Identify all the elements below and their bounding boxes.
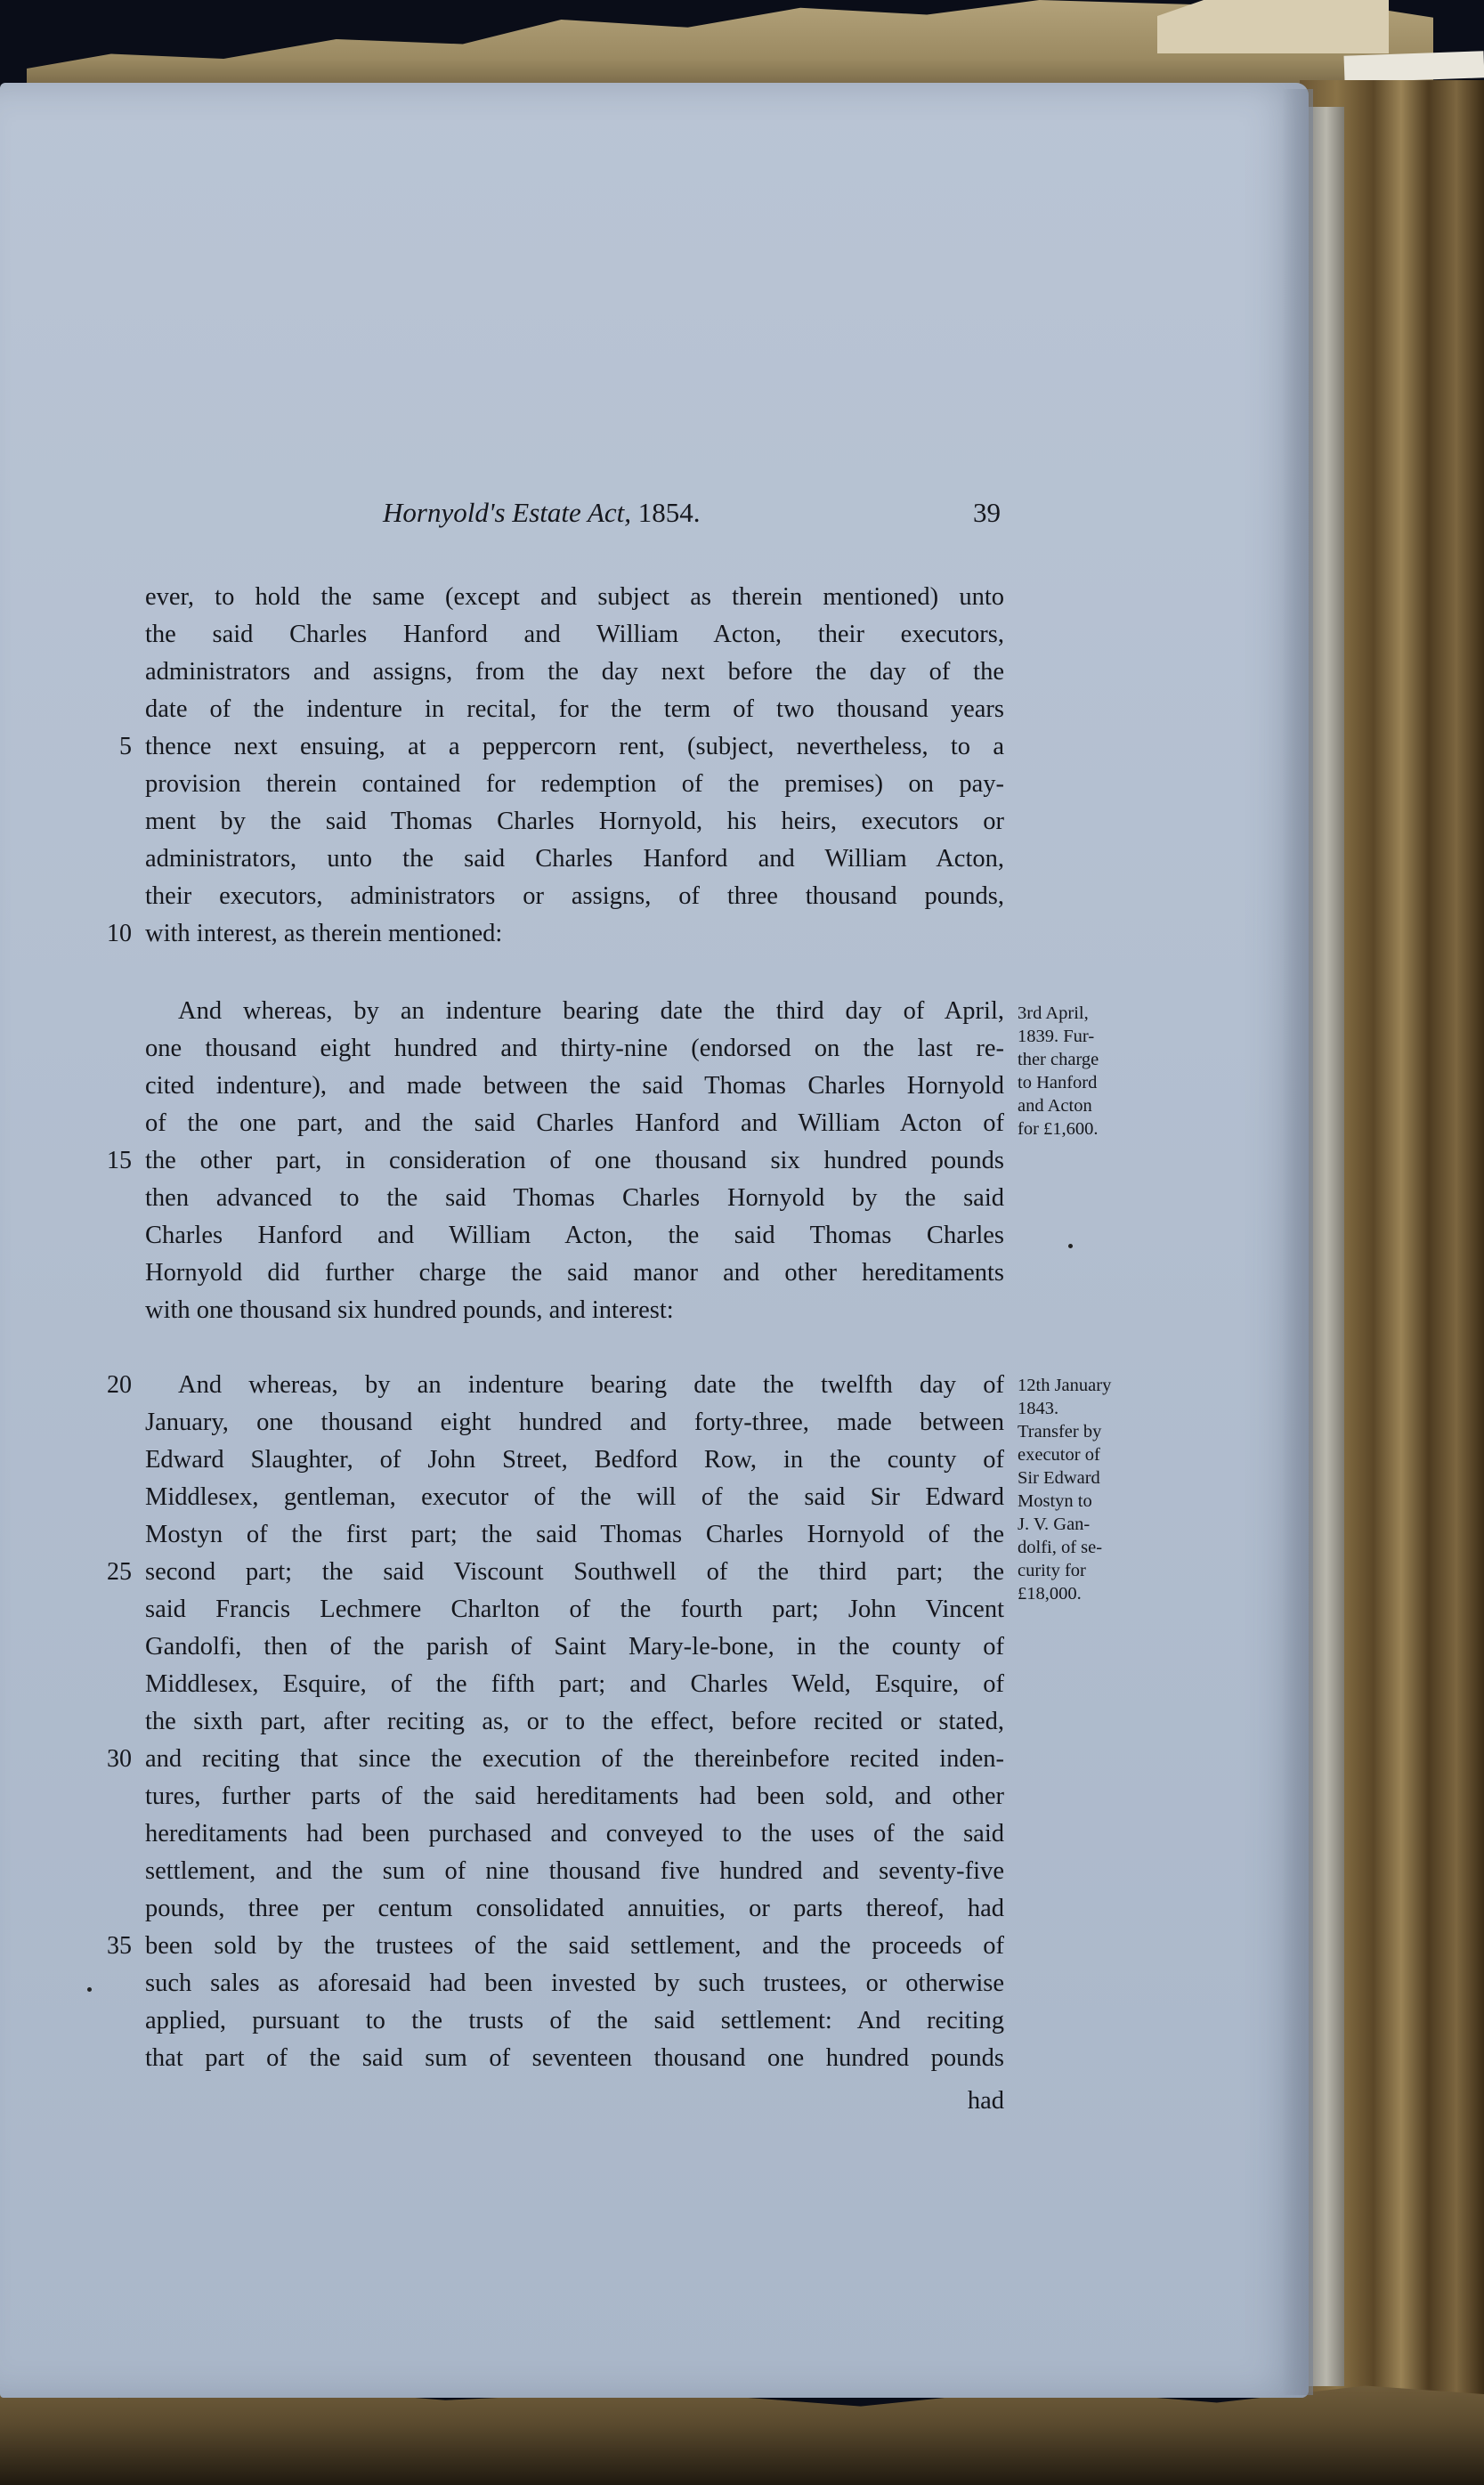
body-line: thence next ensuing, at a peppercorn rent, (subject, nevertheless, to a [145,733,1004,760]
margin-note-1843 [1018,1374,1142,1605]
body-line: said Francis Lechmere Charlton of the fourth part; John Vincent [145,1596,1004,1623]
line-number: 20 [107,1371,132,1399]
body-line: Gandolfi, then of the parish of Saint Mary-le-bone, in the county of [145,1633,1004,1661]
margin-note-line: 12th January [1018,1376,1112,1395]
header-title [383,497,701,529]
margin-note-line: 3rd April, [1018,1003,1089,1023]
act-title: Hornyold's Estate Act, [383,497,631,528]
body-line: ever, to hold the same (except and subject as therein mentioned) unto [145,583,1004,611]
margin-note-line: curity for [1018,1561,1086,1580]
body-line: administrators and assigns, from the day next before the day of the [145,658,1004,686]
body-line: ment by the said Thomas Charles Hornyold, his heirs, executors or [145,808,1004,835]
body-line: And whereas, by an indenture bearing date the twelfth day of [178,1371,1004,1399]
margin-note-line: £18,000. [1018,1584,1082,1604]
body-line: such sales as aforesaid had been invested by such trustees, or otherwise [145,1969,1004,1997]
paper-slip-top-right [1344,51,1484,82]
torn-paper-top-light [1157,0,1389,53]
page-shadow [1282,89,1313,2395]
margin-note-line: for £1,600. [1018,1119,1099,1139]
margin-note-line: and Acton [1018,1096,1092,1116]
body-line: of the one part, and the said Charles Hanford and William Acton of [145,1109,1004,1137]
body-line: administrators, unto the said Charles Hanford and William Acton, [145,845,1004,873]
body-line: their executors, administrators or assigns, of three thousand pounds, [145,882,1004,910]
margin-note-line: Mostyn to [1018,1491,1092,1511]
margin-note-line: Transfer by [1018,1422,1102,1441]
body-line: settlement, and the sum of nine thousand five hundred and seventy-five [145,1857,1004,1885]
body-line: the said Charles Hanford and William Acton, their executors, [145,621,1004,648]
body-line: Middlesex, gentleman, executor of the will of the said Sir Edward [145,1483,1004,1511]
body-line: Edward Slaughter, of John Street, Bedford Row, in the county of [145,1446,1004,1474]
body-line: date of the indenture in recital, for the term of two thousand years [145,695,1004,723]
margin-note-line: executor of [1018,1445,1100,1465]
margin-note-line: ther charge [1018,1050,1099,1069]
body-line: second part; the said Viscount Southwell of the third part; the [145,1558,1004,1586]
margin-note-line: to Hanford [1018,1073,1098,1092]
body-line: been sold by the trustees of the said settlement, and the proceeds of [145,1932,1004,1960]
body-line: with interest, as therein mentioned: [145,920,503,947]
body-line: provision therein contained for redemption of the premises) on pay- [145,770,1004,798]
body-line: Middlesex, Esquire, of the fifth part; and Charles Weld, Esquire, of [145,1670,1004,1698]
running-header [0,497,1309,541]
body-line: And whereas, by an indenture bearing date the third day of April, [178,997,1004,1025]
body-line: Mostyn of the first part; the said Thomas Charles Hornyold of the [145,1521,1004,1548]
body-line: the other part, in consideration of one thousand six hundred pounds [145,1147,1004,1174]
body-line: pounds, three per centum consolidated annuities, or parts thereof, had [145,1895,1004,1922]
body-line: Hornyold did further charge the said manor and other hereditaments [145,1259,1004,1287]
body-line: and reciting that since the execution of the thereinbefore recited inden- [145,1745,1004,1773]
line-number: 10 [107,920,132,947]
act-year: 1854. [637,497,701,528]
line-number: 5 [119,733,132,760]
margin-note-line: 1843. [1018,1399,1059,1418]
line-number: 15 [107,1147,132,1174]
margin-note-line: J. V. Gan- [1018,1515,1091,1534]
body-line: applied, pursuant to the trusts of the said settlement: And reciting [145,2007,1004,2034]
margin-note-line: Sir Edward [1018,1468,1100,1488]
body-line: tures, further parts of the said hereditaments had been sold, and other [145,1783,1004,1810]
page-edge-highlight [1309,107,1344,2386]
line-number: 30 [107,1745,132,1773]
line-number: 25 [107,1558,132,1586]
body-line: January, one thousand eight hundred and forty-three, made between [145,1409,1004,1436]
ink-speck [87,1987,92,1992]
margin-note-line: 1839. Fur- [1018,1027,1095,1046]
line-number: 35 [107,1932,132,1960]
body-line: the sixth part, after reciting as, or to the effect, before recited or stated, [145,1708,1004,1735]
body-line: then advanced to the said Thomas Charles Hornyold by the said [145,1184,1004,1212]
body-line: one thousand eight hundred and thirty-nine (endorsed on the last re- [145,1035,1004,1062]
body-line: with one thousand six hundred pounds, and interest: [145,1296,674,1324]
body-line: that part of the said sum of seventeen thousand one hundred pounds [145,2044,1004,2072]
margin-note-1839 [1018,1002,1142,1141]
catchword: had [967,2087,1004,2115]
ink-speck [1068,1244,1073,1248]
page-number: 39 [973,497,1001,528]
body-line: cited indenture), and made between the said Thomas Charles Hornyold [145,1072,1004,1100]
body-line: Charles Hanford and William Acton, the said Thomas Charles [145,1222,1004,1249]
margin-note-line: dolfi, of se- [1018,1538,1103,1557]
body-line: hereditaments had been purchased and conveyed to the uses of the said [145,1820,1004,1848]
